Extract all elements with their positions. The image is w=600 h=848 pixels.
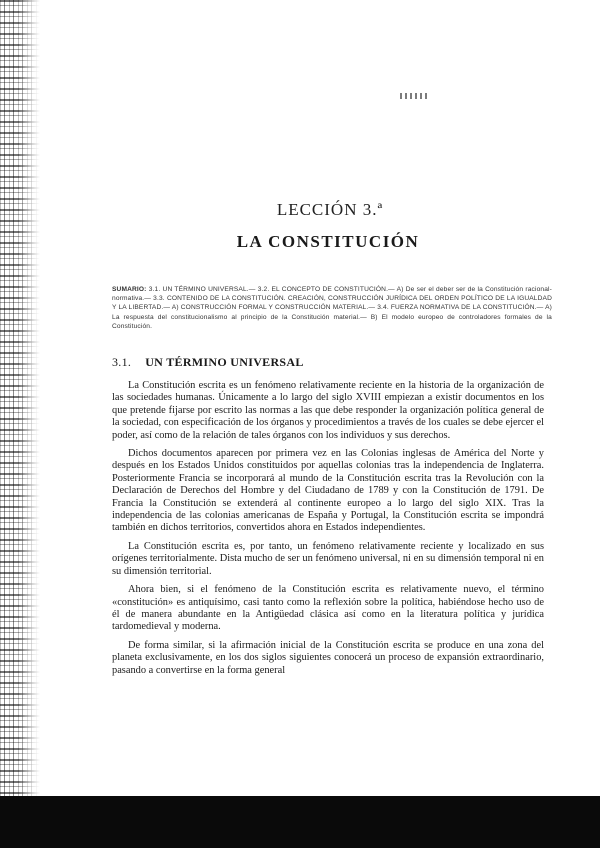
summary-label: SUMARIO:	[112, 286, 147, 293]
section-heading	[112, 355, 412, 370]
summary-block	[112, 285, 552, 331]
section-number: 3.1.	[112, 355, 132, 369]
section-title: UN TÉRMINO UNIVERSAL	[145, 355, 304, 369]
lesson-number: LECCIÓN 3.ª	[276, 200, 384, 219]
summary-text: 3.1. UN TÉRMINO UNIVERSAL.— 3.2. EL CONCEPTO DE CONSTITUCIÓN.— A) De ser el deber ser de la Constitución racional-normativa.— 3.3. CONTENIDO DE LA CONSTITUCIÓN. CREACIÓN, CONSTRUCCIÓN JURÍDICA DEL ORDEN POLÍTICO DE LA IGUALDAD Y LA LIBERTAD.— A) CONSTRUCCIÓN FORMAL Y CONSTRUCCIÓN MATERIAL.— 3.4. FUERZA NORMATIVA DE LA CONSTITUCIÓN.— A) La respuesta del constitucionalismo al principio de la Constitución material.— B) El modelo europeo de controladores formales de la Constitución.	[112, 286, 553, 330]
paragraph: De forma similar, si la afirmación inicial de la Constitución escrita se produce en una zona del planeta exclusivamente, en los dos siglos siguientes conocerá un proceso de expansión extraordinario, pasando a convertirse en la forma general	[112, 639, 544, 676]
paragraph: Dichos documentos aparecen por primera vez en las Colonias inglesas de América del Norte y después en los Estados Unidos constituidos por aquellas colonias tras la independencia de Inglaterra. Posteriormente Francia se incorporará al mundo de la Constitución escrita tras la Revolución con la Declaración de Derechos del Hombre y del Ciudadano de 1789 y con la Constitución de 1791. De Francia la Constitución se extenderá al continente europeo a lo largo del siglo XIX. Tras la independencia de las colonias americanas de España y Portugal, la Constitución escrita se impondrá también en dichos territorios, convertidos ahora en Estados independientes.	[112, 448, 544, 534]
chapter-title: LA CONSTITUCIÓN	[236, 232, 420, 251]
paragraph: La Constitución escrita es, por tanto, un fenómeno relativamente reciente y localizado en sus orígenes territorialmente. Dista mucho de ser un fenómeno universal, ni en su dimensión temporal ni en su dimensión territorial.	[112, 540, 544, 577]
paragraph: Ahora bien, si el fenómeno de la Constitución escrita es relativamente nuevo, el término «constitución» es antiquísimo, casi tanto como la reflexión sobre la política, habiéndose hecho uso de él de manera abundante en la Antigüedad clásica así como en la literatura política y jurídica tardomedieval y moderna.	[112, 584, 544, 633]
body-text	[112, 380, 544, 677]
paragraph: La Constitución escrita es un fenómeno relativamente reciente en la historia de la organización de las sociedades humanas. Únicamente a lo largo del siglo XVIII empiezan a existir documentos en los que pretende fijarse por escrito las normas a las que debe responder la organización política general de la sociedad, con especificación de los órganos y procedimientos a través de los cuales se debe ejercer el poder, así como de la relación de tales órganos con los individuos y sus derechos.	[112, 380, 544, 441]
scan-edge-noise	[0, 0, 40, 848]
scan-bottom-border	[0, 796, 600, 848]
scan-speck	[400, 93, 428, 99]
